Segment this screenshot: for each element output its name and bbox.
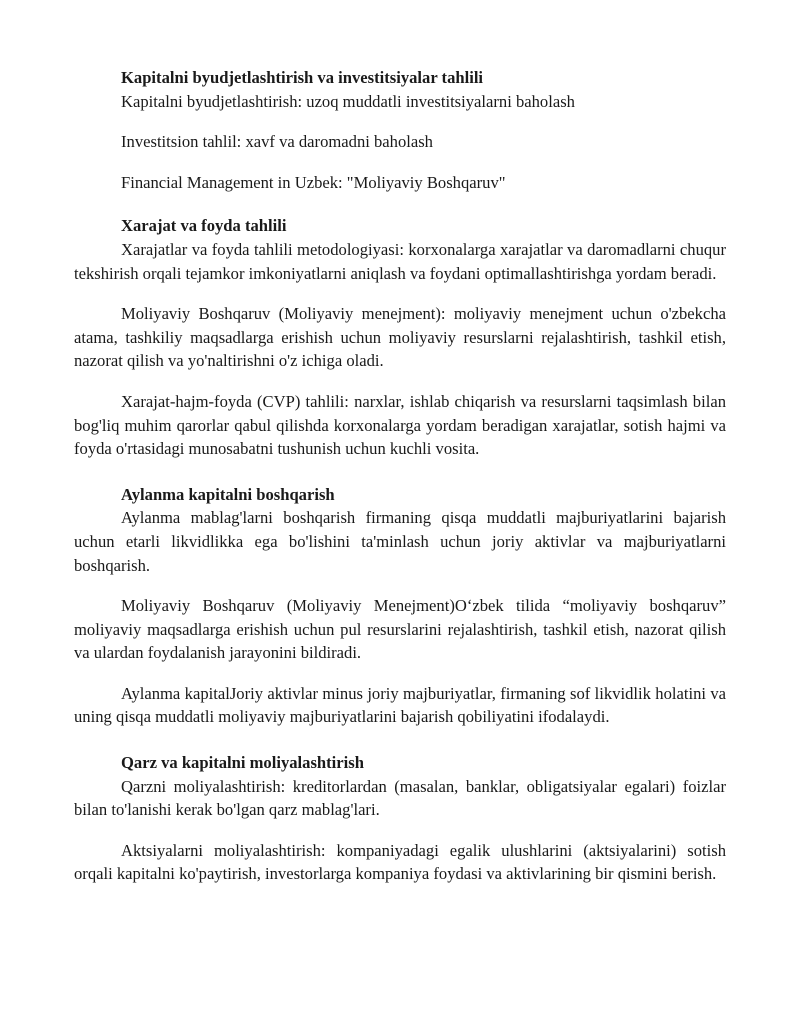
document-page [74, 66, 726, 886]
paragraph: Aylanma kapitalJoriy aktivlar minus joriy majburiyatlar, firmaning sof likvidlik holatini va uning qisqa muddatli moliyaviy majburiyatlarini bajarish qobiliyatini ifodalaydi. [74, 683, 726, 727]
paragraph: Qarzni moliyalashtirish: kreditorlardan (masalan, banklar, obligatsiyalar egalari) foizlar bilan to'lanishi kerak bo'lgan qarz mablag'lari. [74, 776, 726, 820]
text-line: Financial Management in Uzbek: "Moliyaviy Boshqaruv" [121, 172, 506, 192]
paragraph: Xarajatlar va foyda tahlili metodologiyasi: korxonalarga xarajatlar va daromadlarni chuqur tekshirish orqali tejamkor imkoniyatlarni aniqlash va foydani optimallashtirishga yordam beradi. [74, 239, 726, 283]
paragraph: Aktsiyalarni moliyalashtirish: kompaniyadagi egalik ulushlarini (aktsiyalarini) sotish orqali kapitalni ko'paytirish, investorlarga kompaniya foydasi va aktivlarining bir qismini berish. [74, 840, 726, 884]
paragraph: Moliyaviy Boshqaruv (Moliyaviy Menejment)O‘zbek tilida “moliyaviy boshqaruv” moliyaviy maqsadlarga erishish uchun pul resurslarini rejalashtirish, tashkil etish, nazorat qilish va ulardan foydalanish jarayonini bildiradi. [74, 596, 726, 663]
section-debt-equity [74, 751, 726, 886]
section-heading: Aylanma kapitalni boshqarish [121, 484, 335, 504]
section-capital-budgeting [74, 66, 726, 194]
section-cost-profit [74, 214, 726, 460]
paragraph: Xarajat-hajm-foyda (CVP) tahlili: narxlar, ishlab chiqarish va resurslarni taqsimlash bilan bog'liq muhim qarorlar qabul qilishda korxonalarga yordam beradigan xarajatlar, sotish hajmi va foyda o'rtasidagi munosabatni tushunish uchun kuchli vosita. [74, 391, 726, 459]
section-heading: Xarajat va foyda tahlili [121, 216, 287, 236]
section-heading: Qarz va kapitalni moliyalashtirish [121, 753, 364, 773]
paragraph: Moliyaviy Boshqaruv (Moliyaviy menejment): moliyaviy menejment uchun o'zbekcha atama, tashkiliy maqsadlarga erishish uchun moliyaviy resurslarni rejalashtirish, tashkil etish, nazorat qilish va yo'naltirishni o'z ichiga oladi. [74, 304, 726, 371]
section-working-capital [74, 483, 726, 729]
text-line: Kapitalni byudjetlashtirish: uzoq muddatli investitsiyalarni baholash [121, 91, 575, 111]
text-line: Investitsion tahlil: xavf va daromadni baholash [121, 132, 433, 152]
paragraph: Aylanma mablag'larni boshqarish firmaning qisqa muddatli majburiyatlarini bajarish uchun etarli likvidlikka ega bo'lishini ta'minlash uchun joriy aktivlar va majburiyatlarni boshqarish. [74, 508, 726, 575]
section-heading: Kapitalni byudjetlashtirish va investitsiyalar tahlili [121, 68, 484, 87]
